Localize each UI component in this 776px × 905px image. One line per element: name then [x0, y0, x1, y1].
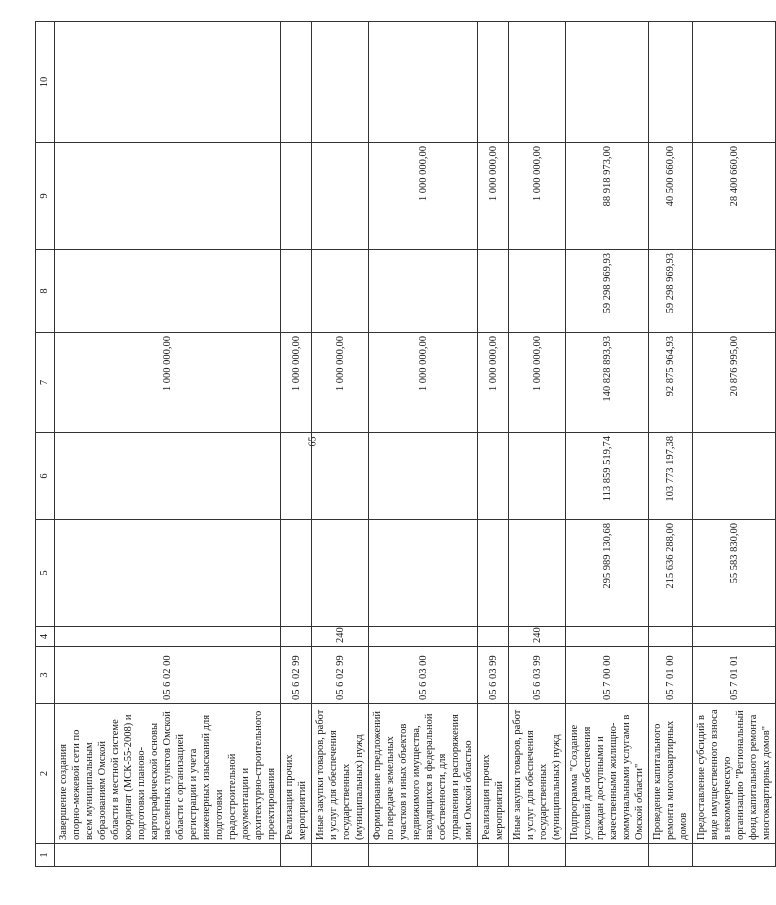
- header-cell: 1: [36, 844, 55, 867]
- cell-value: [478, 250, 509, 333]
- cell-name: Иные закупки товаров, работ и услуг для обеспечения государственных (муниципальных) нужд: [312, 704, 369, 844]
- cell-value: 295 989 130,68: [566, 520, 649, 627]
- cell-name: Формирование предложений по передаче земельных участков и иных объектов недвижимого имущества, находящихся в федеральной собственности, для управления и распоряжения ими Омской областью: [369, 704, 478, 844]
- cell-num: [566, 844, 649, 867]
- cell-code: 05 6 02 00: [55, 647, 281, 704]
- cell-vr: 240: [509, 627, 566, 647]
- cell-code: 05 6 02 99: [312, 647, 369, 704]
- cell-value: [693, 433, 776, 520]
- cell-value: [281, 433, 312, 520]
- cell-value: [281, 143, 312, 250]
- page-number: 65: [307, 436, 319, 447]
- cell-value: 1 000 000,00: [509, 333, 566, 433]
- cell-value: [649, 22, 693, 143]
- cell-value: 1 000 000,00: [478, 333, 509, 433]
- cell-code: 05 7 00 00: [566, 647, 649, 704]
- header-cell: 5: [36, 520, 55, 627]
- cell-name: Предоставление субсидий в виде имущественного взноса в некоммерческую организацию "Региональный фонд капитального ремонта многоквартирных домов": [693, 704, 776, 844]
- cell-value: [369, 520, 478, 627]
- cell-value: [478, 433, 509, 520]
- cell-value: 92 875 964,93: [649, 333, 693, 433]
- cell-value: [478, 520, 509, 627]
- table-row: [566, 22, 649, 867]
- cell-value: [281, 250, 312, 333]
- cell-code: 05 7 01 00: [649, 647, 693, 704]
- cell-code: 05 7 01 01: [693, 647, 776, 704]
- cell-value: [55, 520, 281, 627]
- table-row: [478, 22, 509, 867]
- table-row: [693, 22, 776, 867]
- cell-value: [509, 433, 566, 520]
- cell-num: [55, 844, 281, 867]
- cell-value: 1 000 000,00: [478, 143, 509, 250]
- cell-value: [55, 250, 281, 333]
- cell-value: [55, 143, 281, 250]
- cell-name: Реализация прочих мероприятий: [281, 704, 312, 844]
- cell-num: [369, 844, 478, 867]
- cell-num: [509, 844, 566, 867]
- cell-value: [369, 433, 478, 520]
- cell-vr: [281, 627, 312, 647]
- cell-value: 215 636 288,00: [649, 520, 693, 627]
- cell-value: [312, 250, 369, 333]
- cell-num: [649, 844, 693, 867]
- cell-vr: [478, 627, 509, 647]
- cell-value: [55, 433, 281, 520]
- cell-value: 55 583 830,00: [693, 520, 776, 627]
- budget-table-rotated: [35, 22, 772, 867]
- table-row: [312, 22, 369, 867]
- header-cell: 9: [36, 143, 55, 250]
- cell-vr: [649, 627, 693, 647]
- header-cell: 7: [36, 333, 55, 433]
- cell-value: [478, 22, 509, 143]
- header-cell: 10: [36, 22, 55, 143]
- cell-value: [566, 22, 649, 143]
- cell-value: [369, 22, 478, 143]
- cell-value: [312, 433, 369, 520]
- cell-value: 40 500 660,00: [649, 143, 693, 250]
- cell-value: [312, 520, 369, 627]
- cell-value: [55, 22, 281, 143]
- header-cell: 8: [36, 250, 55, 333]
- cell-value: 59 298 969,93: [649, 250, 693, 333]
- cell-num: [281, 844, 312, 867]
- cell-value: 1 000 000,00: [281, 333, 312, 433]
- cell-name: Подпрограмма "Создание условий для обеспечения граждан доступными и качественными жилищно-коммунальными услугами в Омской области": [566, 704, 649, 844]
- header-cell: 2: [36, 704, 55, 844]
- header-cell: 3: [36, 647, 55, 704]
- cell-value: 1 000 000,00: [55, 333, 281, 433]
- table-row: [369, 22, 478, 867]
- cell-value: 20 876 995,00: [693, 333, 776, 433]
- cell-code: 05 6 03 99: [509, 647, 566, 704]
- cell-value: 59 298 969,93: [566, 250, 649, 333]
- cell-name: Реализация прочих мероприятий: [478, 704, 509, 844]
- header-cell: 6: [36, 433, 55, 520]
- cell-vr: [55, 627, 281, 647]
- cell-code: 05 6 03 99: [478, 647, 509, 704]
- cell-num: [478, 844, 509, 867]
- cell-value: [693, 22, 776, 143]
- cell-vr: [566, 627, 649, 647]
- cell-value: [281, 520, 312, 627]
- cell-value: [509, 22, 566, 143]
- cell-name: Проведение капитального ремонта многоквартирных домов: [649, 704, 693, 844]
- cell-value: [509, 520, 566, 627]
- cell-value: [281, 22, 312, 143]
- cell-value: [312, 22, 369, 143]
- table-row: [649, 22, 693, 867]
- cell-code: 05 6 03 00: [369, 647, 478, 704]
- cell-value: 1 000 000,00: [369, 143, 478, 250]
- header-row: [36, 22, 55, 867]
- cell-name: Иные закупки товаров, работ и услуг для обеспечения государственных (муниципальных) нужд: [509, 704, 566, 844]
- cell-vr: [693, 627, 776, 647]
- cell-value: 1 000 000,00: [369, 333, 478, 433]
- cell-value: [693, 250, 776, 333]
- cell-value: 113 859 519,74: [566, 433, 649, 520]
- cell-value: [312, 143, 369, 250]
- table-row: [55, 22, 281, 867]
- table-row: [281, 22, 312, 867]
- cell-num: [693, 844, 776, 867]
- cell-value: 1 000 000,00: [509, 143, 566, 250]
- cell-value: 88 918 973,00: [566, 143, 649, 250]
- cell-value: [509, 250, 566, 333]
- table-row: [509, 22, 566, 867]
- cell-value: 28 400 660,00: [693, 143, 776, 250]
- header-cell: 4: [36, 627, 55, 647]
- cell-code: 05 6 02 99: [281, 647, 312, 704]
- cell-num: [312, 844, 369, 867]
- cell-vr: 240: [312, 627, 369, 647]
- budget-table: [35, 21, 776, 867]
- cell-value: [369, 250, 478, 333]
- cell-vr: [369, 627, 478, 647]
- cell-value: 140 828 893,93: [566, 333, 649, 433]
- cell-value: 103 773 197,38: [649, 433, 693, 520]
- cell-value: 1 000 000,00: [312, 333, 369, 433]
- cell-name: Завершение создания опорно-межевой сети по всем муниципальным образованиям Омской области в местной системе координат (МСК-55-2008) и подготовки планово-картографической основы населенных пунктов Омской области с организацией регистрации и учета инженерных изысканий для подготовки градостроительной документации и архитектурно-строительного проектирования: [55, 704, 281, 844]
